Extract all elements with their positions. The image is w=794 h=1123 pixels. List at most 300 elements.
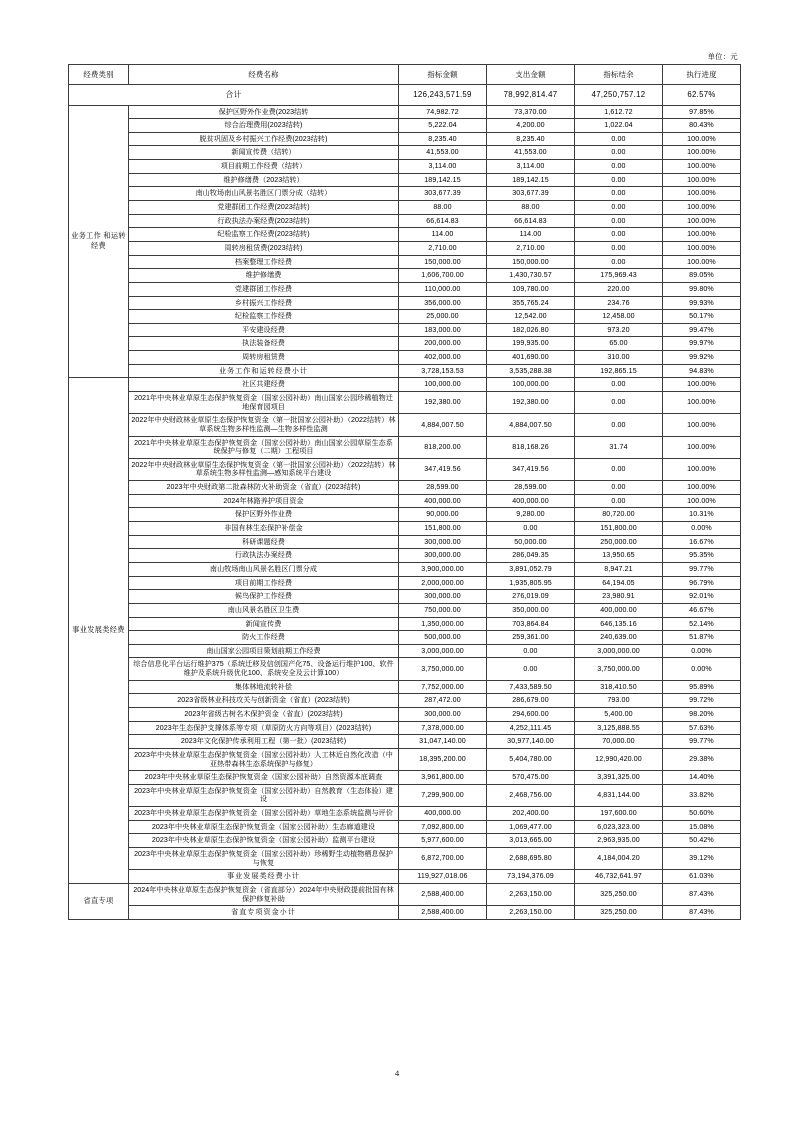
subtotal-amount: 3,728,153.53: [399, 364, 487, 378]
item-spent: 4,252,111.45: [487, 721, 575, 735]
item-progress: 99.80%: [663, 282, 741, 296]
item-spent: 199,935.00: [487, 337, 575, 351]
item-progress: 51.87%: [663, 631, 741, 645]
item-spent: 73,370.00: [487, 105, 575, 119]
item-amount: 2,000,000.00: [399, 576, 487, 590]
item-spent: 294,600.00: [487, 708, 575, 722]
item-progress: 99.72%: [663, 694, 741, 708]
item-progress: 100.00%: [663, 187, 741, 201]
item-amount: 28,599.00: [399, 481, 487, 495]
item-amount: 3,900,000.00: [399, 562, 487, 576]
item-progress: 89.05%: [663, 269, 741, 283]
item-amount: 300,000.00: [399, 708, 487, 722]
column-header-spent: 支出金额: [487, 65, 575, 85]
column-header-balance: 指标结余: [575, 65, 663, 85]
item-balance: 310.00: [575, 351, 663, 365]
item-balance: 325,250.00: [575, 883, 663, 905]
table-row: [69, 834, 741, 848]
subtotal-row: [69, 906, 741, 920]
item-amount: 303,677.39: [399, 187, 487, 201]
item-name: 周转房租赁费: [129, 351, 399, 365]
table-row: [69, 883, 741, 905]
item-name: 执法装备经费: [129, 337, 399, 351]
item-name: 2023年中央林业草原生态保护恢复资金（国家公园补助）监测平台建设: [129, 834, 399, 848]
item-spent: 41,553.00: [487, 146, 575, 160]
item-name: 维护修缮费（2023结转）: [129, 173, 399, 187]
item-amount: 3,000,000.00: [399, 644, 487, 658]
item-amount: 7,092,800.00: [399, 820, 487, 834]
item-spent: 50,000.00: [487, 535, 575, 549]
table-row: [69, 173, 741, 187]
item-spent: 2,710.00: [487, 241, 575, 255]
table-row: [69, 680, 741, 694]
table-row: [69, 436, 741, 458]
item-name: 2024年中央林业草原生态保护恢复资金（省直部分）2024年中央财政提前批国有林保护修复补助: [129, 883, 399, 905]
item-progress: 100.00%: [663, 481, 741, 495]
subtotal-row: [69, 364, 741, 378]
item-progress: 46.67%: [663, 603, 741, 617]
item-amount: 287,472.00: [399, 694, 487, 708]
table-row: [69, 748, 741, 770]
item-balance: 3,750,000.00: [575, 658, 663, 680]
table-row: [69, 562, 741, 576]
item-name: 集体林地流转补偿: [129, 680, 399, 694]
subtotal-label: 业务工作和运转经费小计: [129, 364, 399, 378]
item-spent: 30,977,140.00: [487, 735, 575, 749]
category-cell-0: 业务工作 和运转经费: [69, 105, 129, 378]
item-amount: 5,977,600.00: [399, 834, 487, 848]
item-balance: 0.00: [575, 241, 663, 255]
item-progress: 15.08%: [663, 820, 741, 834]
subtotal-spent: 2,263,150.00: [487, 906, 575, 920]
item-name: 新闻宣传费（结转）: [129, 146, 399, 160]
item-name: 科研课题经费: [129, 535, 399, 549]
item-amount: 31,047,140.00: [399, 735, 487, 749]
item-balance: 64,194.05: [575, 576, 663, 590]
item-amount: 818,200.00: [399, 436, 487, 458]
item-spent: 703,864.84: [487, 617, 575, 631]
table-row: [69, 310, 741, 324]
item-progress: 99.97%: [663, 337, 741, 351]
item-name: 项目前期工作经费: [129, 576, 399, 590]
table-row: [69, 337, 741, 351]
item-spent: 1,069,477.00: [487, 820, 575, 834]
table-row: [69, 522, 741, 536]
item-spent: 66,614.83: [487, 214, 575, 228]
item-amount: 8,235.40: [399, 132, 487, 146]
item-name: 党建群团工作经费(2023结转): [129, 201, 399, 215]
item-name: 南山风景名胜区卫生费: [129, 603, 399, 617]
item-spent: 259,361.00: [487, 631, 575, 645]
item-name: 2023年生态保护支撑体系等专项（草原防火方向等项目）(2023结转): [129, 721, 399, 735]
item-balance: 31.74: [575, 436, 663, 458]
item-progress: 10.31%: [663, 508, 741, 522]
item-amount: 183,000.00: [399, 323, 487, 337]
table-row: [69, 771, 741, 785]
subtotal-amount: 119,927,018.06: [399, 870, 487, 884]
item-amount: 7,299,900.00: [399, 784, 487, 806]
item-amount: 110,000.00: [399, 282, 487, 296]
item-progress: 14.40%: [663, 771, 741, 785]
item-progress: 99.77%: [663, 735, 741, 749]
category-cell-1: 事业发展类经费: [69, 378, 129, 884]
item-name: 社区共建经费: [129, 378, 399, 392]
header-row: [69, 65, 741, 85]
item-name: 2022年中央财政林业草原生态保护恢复资金（第一批国家公园补助）（2022结转）林草系统生物多样性监测—生物多样性监测: [129, 414, 399, 436]
item-name: 平安建设经费: [129, 323, 399, 337]
table-row: [69, 119, 741, 133]
item-balance: 6,023,323.00: [575, 820, 663, 834]
subtotal-row: [69, 870, 741, 884]
item-name: 2023年省级古树名木保护资金（省直）(2023结转): [129, 708, 399, 722]
item-progress: 0.00%: [663, 658, 741, 680]
table-row: [69, 848, 741, 870]
item-progress: 100.00%: [663, 378, 741, 392]
subtotal-balance: 46,732,641.97: [575, 870, 663, 884]
subtotal-progress: 94.83%: [663, 364, 741, 378]
item-progress: 95.35%: [663, 549, 741, 563]
item-name: 南山国家公园项目策划前期工作经费: [129, 644, 399, 658]
column-header-progress: 执行进度: [663, 65, 741, 85]
item-amount: 41,553.00: [399, 146, 487, 160]
item-spent: 570,475.00: [487, 771, 575, 785]
item-balance: 250,000.00: [575, 535, 663, 549]
item-balance: 0.00: [575, 214, 663, 228]
item-balance: 197,600.00: [575, 807, 663, 821]
item-spent: 286,679.00: [487, 694, 575, 708]
item-spent: 2,688,695.80: [487, 848, 575, 870]
table-row: [69, 631, 741, 645]
column-header-amount: 指标金额: [399, 65, 487, 85]
item-amount: 114.00: [399, 228, 487, 242]
item-amount: 151,800.00: [399, 522, 487, 536]
item-amount: 74,982.72: [399, 105, 487, 119]
total-row: [69, 85, 741, 106]
table-row: [69, 590, 741, 604]
item-progress: 95.89%: [663, 680, 741, 694]
category-cell-2: 省直专项: [69, 883, 129, 919]
item-name: 项目前期工作经费（结转）: [129, 160, 399, 174]
item-balance: 3,000,000.00: [575, 644, 663, 658]
item-progress: 100.00%: [663, 494, 741, 508]
item-name: 2023年中央林业草原生态保护恢复资金（国家公园补助）珍稀野生动植物栖息保护与恢复: [129, 848, 399, 870]
subtotal-progress: 87.43%: [663, 906, 741, 920]
item-amount: 2,588,400.00: [399, 883, 487, 905]
table-row: [69, 105, 741, 119]
item-name: 2023年中央林业草原生态保护恢复资金（国家公园补助）草地生态系统监测与评价: [129, 807, 399, 821]
item-balance: 0.00: [575, 378, 663, 392]
column-header-category: 经费类别: [69, 65, 129, 85]
item-balance: 793.00: [575, 694, 663, 708]
item-balance: 400,000.00: [575, 603, 663, 617]
item-balance: 240,639.00: [575, 631, 663, 645]
item-spent: 88.00: [487, 201, 575, 215]
item-balance: 4,831,144.00: [575, 784, 663, 806]
table-row: [69, 296, 741, 310]
table-row: [69, 187, 741, 201]
table-row: [69, 694, 741, 708]
item-amount: 5,222.04: [399, 119, 487, 133]
subtotal-amount: 2,588,400.00: [399, 906, 487, 920]
item-progress: 0.00%: [663, 522, 741, 536]
item-spent: 818,168.26: [487, 436, 575, 458]
item-spent: 202,400.00: [487, 807, 575, 821]
item-progress: 0.00%: [663, 644, 741, 658]
table-row: [69, 323, 741, 337]
item-name: 2021年中央林业草原生态保护恢复资金（国家公园补助）南山国家公园珍稀植物迁地保育园项目: [129, 391, 399, 413]
item-name: 综合治理费用(2023结转): [129, 119, 399, 133]
item-balance: 175,969.43: [575, 269, 663, 283]
table-row: [69, 214, 741, 228]
item-balance: 65.00: [575, 337, 663, 351]
item-spent: 0.00: [487, 658, 575, 680]
item-balance: 13,950.65: [575, 549, 663, 563]
subtotal-label: 事业发展类经费小计: [129, 870, 399, 884]
item-amount: 7,752,000.00: [399, 680, 487, 694]
item-progress: 100.00%: [663, 201, 741, 215]
item-balance: 4,184,004.20: [575, 848, 663, 870]
table-row: [69, 535, 741, 549]
item-name: 防火工作经费: [129, 631, 399, 645]
item-progress: 100.00%: [663, 173, 741, 187]
item-balance: 0.00: [575, 391, 663, 413]
item-name: 2024年林路养护项目资金: [129, 494, 399, 508]
table-row: [69, 132, 741, 146]
item-name: 行政执法办案经费(2023结转): [129, 214, 399, 228]
item-spent: 3,013,665.00: [487, 834, 575, 848]
table-row: [69, 351, 741, 365]
item-name: 2023年中央林业草原生态保护恢复资金（国家公园补助）自然教育（生态体验）建设: [129, 784, 399, 806]
item-balance: 80,720.00: [575, 508, 663, 522]
item-amount: 400,000.00: [399, 807, 487, 821]
item-balance: 318,410.50: [575, 680, 663, 694]
item-spent: 100,000.00: [487, 378, 575, 392]
item-progress: 57.63%: [663, 721, 741, 735]
item-progress: 100.00%: [663, 391, 741, 413]
item-balance: 1,612.72: [575, 105, 663, 119]
item-progress: 50.17%: [663, 310, 741, 324]
item-progress: 100.00%: [663, 436, 741, 458]
item-balance: 234.76: [575, 296, 663, 310]
item-balance: 0.00: [575, 173, 663, 187]
table-row: [69, 282, 741, 296]
item-amount: 6,872,700.00: [399, 848, 487, 870]
item-name: 候鸟保护工作经费: [129, 590, 399, 604]
item-name: 非国有林生态保护补偿金: [129, 522, 399, 536]
item-name: 南山牧场南山风景名胜区门票分成: [129, 562, 399, 576]
table-row: [69, 481, 741, 495]
table-row: [69, 508, 741, 522]
item-name: 乡村振兴工作经费: [129, 296, 399, 310]
item-amount: 7,378,000.00: [399, 721, 487, 735]
item-balance: 12,458.00: [575, 310, 663, 324]
item-spent: 189,142.15: [487, 173, 575, 187]
item-spent: 114.00: [487, 228, 575, 242]
item-balance: 2,963,935.00: [575, 834, 663, 848]
table-row: [69, 549, 741, 563]
item-amount: 300,000.00: [399, 549, 487, 563]
item-progress: 97.85%: [663, 105, 741, 119]
item-balance: 0.00: [575, 414, 663, 436]
item-amount: 189,142.15: [399, 173, 487, 187]
item-spent: 3,114.00: [487, 160, 575, 174]
item-spent: 7,433,589.50: [487, 680, 575, 694]
table-row: [69, 146, 741, 160]
item-spent: 286,049.35: [487, 549, 575, 563]
item-name: 行政执法办案经费: [129, 549, 399, 563]
item-name: 纪检监察工作经费: [129, 310, 399, 324]
item-progress: 52.14%: [663, 617, 741, 631]
item-balance: 8,947.21: [575, 562, 663, 576]
item-progress: 50.60%: [663, 807, 741, 821]
budget-sheet: [68, 52, 740, 920]
item-spent: 355,765.24: [487, 296, 575, 310]
item-amount: 300,000.00: [399, 535, 487, 549]
item-spent: 28,599.00: [487, 481, 575, 495]
item-progress: 98.20%: [663, 708, 741, 722]
item-spent: 12,542.00: [487, 310, 575, 324]
subtotal-spent: 73,194,376.09: [487, 870, 575, 884]
item-spent: 0.00: [487, 644, 575, 658]
table-row: [69, 160, 741, 174]
item-progress: 99.93%: [663, 296, 741, 310]
column-header-name: 经费名称: [129, 65, 399, 85]
item-spent: 401,690.00: [487, 351, 575, 365]
item-spent: 5,404,780.00: [487, 748, 575, 770]
item-balance: 5,400.00: [575, 708, 663, 722]
item-progress: 80.43%: [663, 119, 741, 133]
item-progress: 100.00%: [663, 160, 741, 174]
item-spent: 9,280.00: [487, 508, 575, 522]
item-name: 档案整理工作经费: [129, 255, 399, 269]
total-label: 合计: [69, 85, 399, 106]
item-spent: 8,235.40: [487, 132, 575, 146]
item-name: 2023年中央财政第二批森林防火补助资金（省直）(2023结转): [129, 481, 399, 495]
item-amount: 356,000.00: [399, 296, 487, 310]
item-balance: 646,135.16: [575, 617, 663, 631]
item-spent: 2,468,756.00: [487, 784, 575, 806]
item-amount: 90,000.00: [399, 508, 487, 522]
item-balance: 23,980.91: [575, 590, 663, 604]
item-spent: 3,891,052.79: [487, 562, 575, 576]
item-name: 2023省级林业科技攻关与创新资金（省直）(2023结转): [129, 694, 399, 708]
item-amount: 88.00: [399, 201, 487, 215]
item-progress: 87.43%: [663, 883, 741, 905]
item-spent: 150,000.00: [487, 255, 575, 269]
item-name: 2022年中央财政林业草原生态保护恢复资金（第一批国家公园补助）（2022结转）林草系统生物多样性监测—感知系统平台建设: [129, 458, 399, 480]
table-row: [69, 576, 741, 590]
item-amount: 400,000.00: [399, 494, 487, 508]
item-progress: 100.00%: [663, 146, 741, 160]
item-progress: 100.00%: [663, 214, 741, 228]
item-balance: 3,125,888.55: [575, 721, 663, 735]
table-row: [69, 708, 741, 722]
total-progress: 62.57%: [663, 85, 741, 106]
item-balance: 0.00: [575, 255, 663, 269]
table-row: [69, 721, 741, 735]
item-name: 2023年中央林业草原生态保护恢复资金（国家公园补助）生态廊道建设: [129, 820, 399, 834]
item-name: 纪检监察工作经费(2023结转): [129, 228, 399, 242]
table-row: [69, 201, 741, 215]
item-progress: 100.00%: [663, 414, 741, 436]
subtotal-progress: 61.03%: [663, 870, 741, 884]
total-balance: 47,250,757.12: [575, 85, 663, 106]
item-progress: 100.00%: [663, 132, 741, 146]
item-amount: 192,380.00: [399, 391, 487, 413]
item-balance: 0.00: [575, 132, 663, 146]
table-row: [69, 603, 741, 617]
item-amount: 402,000.00: [399, 351, 487, 365]
item-balance: 0.00: [575, 146, 663, 160]
item-name: 保护区野外作业费(2023结转: [129, 105, 399, 119]
item-balance: 220.00: [575, 282, 663, 296]
item-name: 2021年中央林业草原生态保护恢复资金（国家公园补助）南山国家公园草原生态系统保护与修复（二期）工程项目: [129, 436, 399, 458]
item-spent: 192,380.00: [487, 391, 575, 413]
item-balance: 0.00: [575, 160, 663, 174]
item-balance: 0.00: [575, 228, 663, 242]
item-name: 脱贫巩固及乡村振兴工作经费(2023结转): [129, 132, 399, 146]
item-balance: 70,000.00: [575, 735, 663, 749]
item-name: 2023年中央林业草原生态保护恢复资金（国家公园补助）人工林近自然化改造（中亚热带森林生态系统保护与修复）: [129, 748, 399, 770]
item-progress: 39.12%: [663, 848, 741, 870]
item-balance: 0.00: [575, 494, 663, 508]
item-amount: 500,000.00: [399, 631, 487, 645]
table-row: [69, 735, 741, 749]
item-balance: 973.20: [575, 323, 663, 337]
page-number: 4: [394, 1068, 400, 1078]
table-header: [69, 65, 741, 85]
table-row: [69, 241, 741, 255]
item-amount: 66,614.83: [399, 214, 487, 228]
item-amount: 2,710.00: [399, 241, 487, 255]
item-amount: 3,961,800.00: [399, 771, 487, 785]
item-spent: 276,019.09: [487, 590, 575, 604]
item-spent: 1,430,730.57: [487, 269, 575, 283]
item-progress: 100.00%: [663, 241, 741, 255]
subtotal-balance: 192,865.15: [575, 364, 663, 378]
table-row: [69, 255, 741, 269]
item-balance: 0.00: [575, 458, 663, 480]
item-balance: 12,990,420.00: [575, 748, 663, 770]
item-name: 南山牧场南山风景名胜区门票分成（结转）: [129, 187, 399, 201]
item-progress: 100.00%: [663, 458, 741, 480]
subtotal-balance: 325,250.00: [575, 906, 663, 920]
table-row: [69, 391, 741, 413]
item-amount: 300,000.00: [399, 590, 487, 604]
item-amount: 200,000.00: [399, 337, 487, 351]
item-name: 2023年中央林业草原生态保护恢复资金（国家公园补助）自然资源本底调查: [129, 771, 399, 785]
item-name: 综合信息化平台运行维护375（系统迁移及信创国产化75、设备运行维护100、软件维护及系统升级优化100、系统安全及云计算100）: [129, 658, 399, 680]
item-amount: 1,606,700.00: [399, 269, 487, 283]
item-progress: 16.67%: [663, 535, 741, 549]
item-name: 周转房租赁费(2023结转): [129, 241, 399, 255]
item-name: 新闻宣传费: [129, 617, 399, 631]
item-progress: 100.00%: [663, 255, 741, 269]
item-progress: 92.01%: [663, 590, 741, 604]
table-row: [69, 784, 741, 806]
item-spent: 347,419.56: [487, 458, 575, 480]
item-balance: 3,391,325.00: [575, 771, 663, 785]
item-amount: 750,000.00: [399, 603, 487, 617]
item-name: 2023年文化保护传承利用工程（第一批）(2023结转): [129, 735, 399, 749]
item-amount: 1,350,000.00: [399, 617, 487, 631]
item-progress: 96.79%: [663, 576, 741, 590]
item-name: 保护区野外作业费: [129, 508, 399, 522]
table-row: [69, 820, 741, 834]
item-amount: 18,395,200.00: [399, 748, 487, 770]
item-balance: 0.00: [575, 201, 663, 215]
item-progress: 99.77%: [663, 562, 741, 576]
